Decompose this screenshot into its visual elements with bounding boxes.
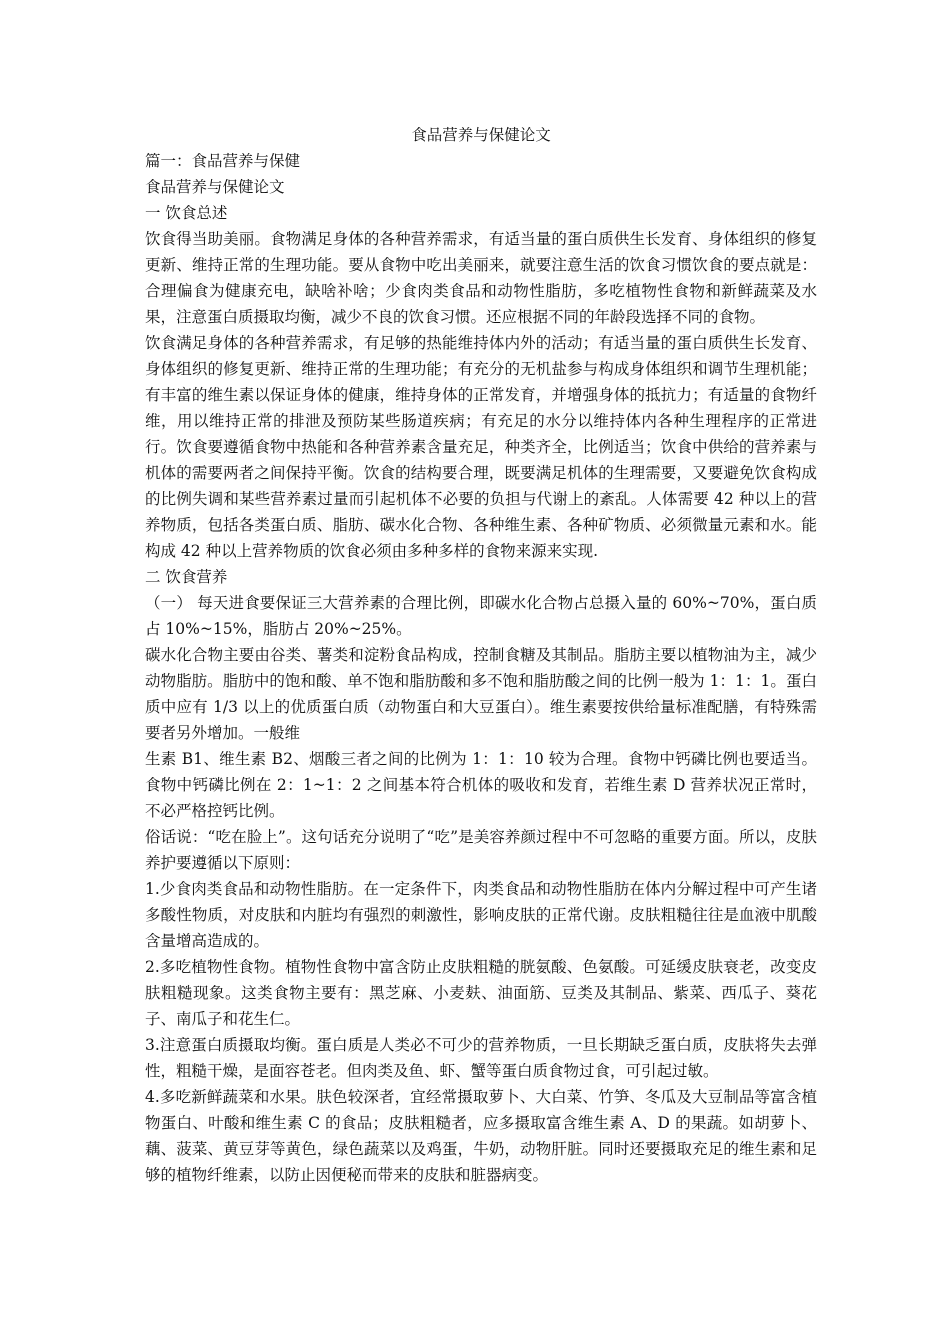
paragraph-diet-beauty: 饮食得当助美丽。食物满足身体的各种营养需求，有适当量的蛋白质供生长发育、身体组织的修复更新、维持正常的生理功能。要从食物中吃出美丽来，就要注意生活的饮食习惯饮食的要点就是：合理偏食为健康充电，缺啥补啥；少食肉类食品和动物性脂肪，多吃植物性食物和新鲜蔬菜及水果，注意蛋白质摄取均衡，减少不良的饮食习惯。还应根据不同的年龄段选择不同的食物。: [145, 230, 817, 326]
list-item-3: 3.注意蛋白质摄取均衡。蛋白质是人类必不可少的营养物质，一旦长期缺乏蛋白质，皮肤将失去弹性，粗糙干燥，是面容苍老。但肉类及鱼、虾、蟹等蛋白质食物过食，可引起过敏。: [145, 1036, 817, 1080]
section-heading-nutrition: 二 饮食营养: [145, 568, 228, 586]
document-subtitle: 食品营养与保健论文: [145, 178, 285, 196]
chapter-heading: 篇一：食品营养与保健: [145, 152, 301, 170]
paragraph-diet-needs: 饮食满足身体的各种营养需求，有足够的热能维持体内外的活动；有适当量的蛋白质供生长发育、身体组织的修复更新、维持正常的生理功能；有充分的无机盐参与构成身体组织和调节生理机能；有丰富的维生素以保证身体的健康，维持身体的正常发育，并增强身体的抵抗力；有适量的食物纤维，用以维持正常的排泄及预防某些肠道疾病；有充足的水分以维持体内各种生理程序的正常进行。饮食要遵循食物中热能和各种营养素含量充足，种类齐全，比例适当；饮食中供给的营养素与机体的需要两者之间保持平衡。饮食的结构要合理，既要满足机体的生理需要，又要避免饮食构成的比例失调和某些营养素过量而引起机体不必要的负担与代谢上的紊乱。人体需要 42 种以上的营养物质，包括各类蛋白质、脂肪、碳水化合物、各种维生素、各种矿物质、必须微量元素和水。能构成 42 种以上营养物质的饮食必须由多种多样的食物来源来实现.: [145, 334, 817, 560]
section-heading-overview: 一 饮食总述: [145, 204, 228, 222]
list-item-2: 2.多吃植物性食物。植物性食物中富含防止皮肤粗糙的胱氨酸、色氨酸。可延缓皮肤衰老，改变皮肤粗糙现象。这类食物主要有：黑芝麻、小麦麸、油面筋、豆类及其制品、紫菜、西瓜子、葵花子、南瓜子和花生仁。: [145, 958, 817, 1028]
paragraph-macronutrient-ratio: （一） 每天进食要保证三大营养素的合理比例，即碳水化合物占总摄入量的 60%~70%，蛋白质占 10%~15%，脂肪占 20%~25%。: [145, 594, 817, 638]
document-page: [145, 122, 817, 1188]
list-item-1: 1.少食肉类食品和动物性脂肪。在一定条件下，肉类食品和动物性脂肪在体内分解过程中可产生诸多酸性物质，对皮肤和内脏均有强烈的刺激性，影响皮肤的正常代谢。皮肤粗糙往往是血液中肌酸含量增高造成的。: [145, 880, 817, 950]
paragraph-vitamin-ratio: 生素 B1、维生素 B2、烟酸三者之间的比例为 1：1：10 较为合理。食物中钙磷比例也要适当。食物中钙磷比例在 2：1~1：2 之间基本符合机体的吸收和发育，若维生素 D 营养状况正常时，不必严格控钙比例。: [145, 750, 817, 820]
paragraph-carbs-fats: 碳水化合物主要由谷类、薯类和淀粉食品构成，控制食糖及其制品。脂肪主要以植物油为主，减少动物脂肪。脂肪中的饱和酸、单不饱和脂肪酸和多不饱和脂肪酸之间的比例一般为 1：1：1。蛋白质中应有 1/3 以上的优质蛋白质（动物蛋白和大豆蛋白）。维生素要按供给量标准配膳，有特殊需要者另外增加。一般维: [145, 646, 817, 742]
list-item-4: 4.多吃新鲜蔬菜和水果。肤色较深者，宜经常摄取萝卜、大白菜、竹笋、冬瓜及大豆制品等富含植物蛋白、叶酸和维生素 C 的食品；皮肤粗糙者，应多摄取富含维生素 A、D 的果蔬。如胡萝卜、藕、菠菜、黄豆芽等黄色，绿色蔬菜以及鸡蛋，牛奶，动物肝脏。同时还要摄取充足的维生素和足够的植物纤维素，以防止因便秘而带来的皮肤和脏器病变。: [145, 1088, 817, 1184]
paragraph-saying: 俗话说：“吃在脸上”。这句话充分说明了“吃”是美容养颜过程中不可忽略的重要方面。所以，皮肤养护要遵循以下原则：: [145, 828, 817, 872]
document-title: 食品营养与保健论文: [411, 126, 551, 144]
